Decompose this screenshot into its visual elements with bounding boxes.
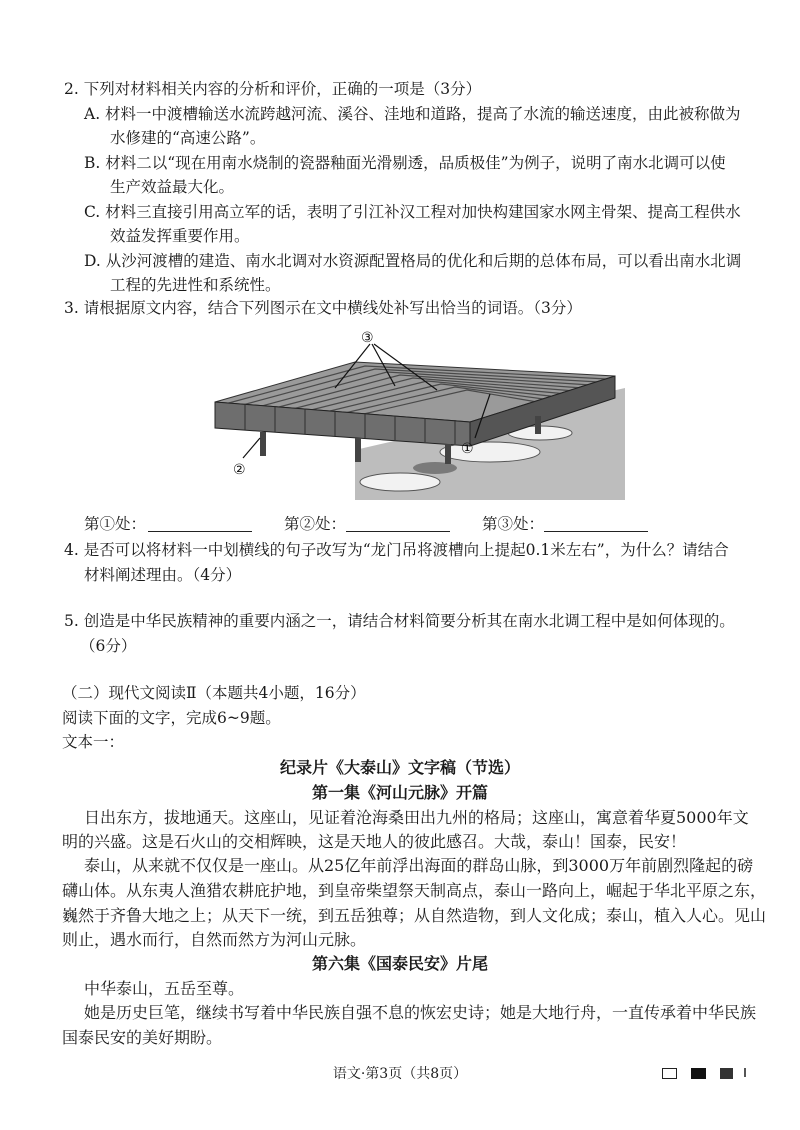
blank-label-2: 第②处： [284,515,347,533]
text-label: 文本一： [62,733,125,751]
blank-line-1[interactable] [148,531,252,532]
marker-1: ① [461,441,474,457]
q5-stem: 5. 创造是中华民族精神的重要内涵之一，请结合材料简要分析其在南水北调工程中是如何体现的。 [64,612,735,630]
leader-line-2 [243,438,260,458]
blank-label-1: 第①处： [84,515,147,533]
aqueduct-diagram [205,328,625,500]
paragraph-4: 她是历史巨笔，继续书写着中华民族自强不息的恢宏史诗；她是大地行舟，一直传承着中华民族 [84,1003,757,1022]
q2-option-c-cont: 效益发挥重要作用。 [110,227,250,245]
q2-option-a: A. 材料一中渡槽输送水流跨越河流、溪谷、洼地和道路，提高了水流的输送速度，由此被称做为 [84,105,741,123]
q3-stem: 3. 请根据原文内容，结合下列图示在文中横线处补写出恰当的词语。（3分） [64,299,582,317]
footer-mark [744,1068,754,1077]
paragraph-3: 中华泰山，五岳至尊。 [84,979,245,998]
paragraph-2-cont-2: 巍然于齐鲁大地之上；从天下一统，到五岳独尊；从自然造物，到人文化成；泰山，植入人心。见山 [62,906,767,925]
q5-stem-cont: （6分） [80,637,137,655]
q2-stem: 2. 下列对材料相关内容的分析和评价，正确的一项是（3分） [64,80,482,98]
footer-square-dark [720,1068,733,1079]
episode-1-title: 第一集《河山元脉》开篇 [311,783,488,802]
section-heading: （二）现代文阅读Ⅱ（本题共4小题，16分） [62,684,366,702]
footer-square-filled [691,1068,706,1079]
paragraph-1-cont: 明的兴盛。这是石火山的交相辉映，这是天地人的彼此感召。大哉，泰山！国泰，民安！ [62,832,687,851]
paragraph-2-cont-3: 则止，遇水而行，自然而然方为河山元脉。 [62,930,367,949]
q2-option-b-cont: 生产效益最大化。 [110,178,235,196]
footer-square-outline [662,1068,677,1079]
marker-2: ② [233,462,246,478]
q2-option-b: B. 材料二以“现在用南水烧制的瓷器釉面光滑剔透，品质极佳”为例子，说明了南水北调可以使 [84,154,726,172]
q4-stem-cont: 材料阐述理由。（4分） [84,566,242,584]
q2-option-d: D. 从沙河渡槽的建造、南水北调对水资源配置格局的优化和后期的总体布局，可以看出南水北调 [84,252,742,270]
paragraph-4-cont: 国泰民安的美好期盼。 [62,1028,223,1047]
q2-option-a-cont: 水修建的“高速公路”。 [110,129,266,147]
blank-line-2[interactable] [346,531,450,532]
paragraph-2: 泰山，从来就不仅仅是一座山。从25亿年前浮出海面的群岛山脉，到3000万年前剧烈隆起的磅 [84,856,754,875]
page-footer: 语文·第3页（共8页） [332,1066,468,1082]
paragraph-1: 日出东方，拔地通天。这座山，见证着沧海桑田出九州的格局；这座山，寓意着华夏5000年文 [84,808,749,827]
blank-line-3[interactable] [544,531,648,532]
q2-option-c: C. 材料三直接引用高立军的话，表明了引江补汉工程对加快构建国家水网主骨架、提高工程供水 [84,203,741,221]
section-instruction: 阅读下面的文字，完成6~9题。 [62,709,281,727]
blank-label-3: 第③处： [482,515,545,533]
article-title: 纪录片《大泰山》文字稿（节选） [279,758,520,777]
river-pool-3 [360,473,440,491]
marker-3: ③ [361,330,374,346]
q2-option-d-cont: 工程的先进性和系统性。 [110,276,281,294]
q4-stem: 4. 是否可以将材料一中划横线的句子改写为“龙门吊将渡槽向上提起0.1米左右”，为什么？请结合 [64,541,729,559]
paragraph-2-cont-1: 礴山体。从东夷人渔猎农耕庇护地，到皇帝柴望祭天制高点，泰山一路向上，崛起于华北平原之东， [62,881,767,900]
episode-6-title: 第六集《国泰民安》片尾 [311,954,488,973]
